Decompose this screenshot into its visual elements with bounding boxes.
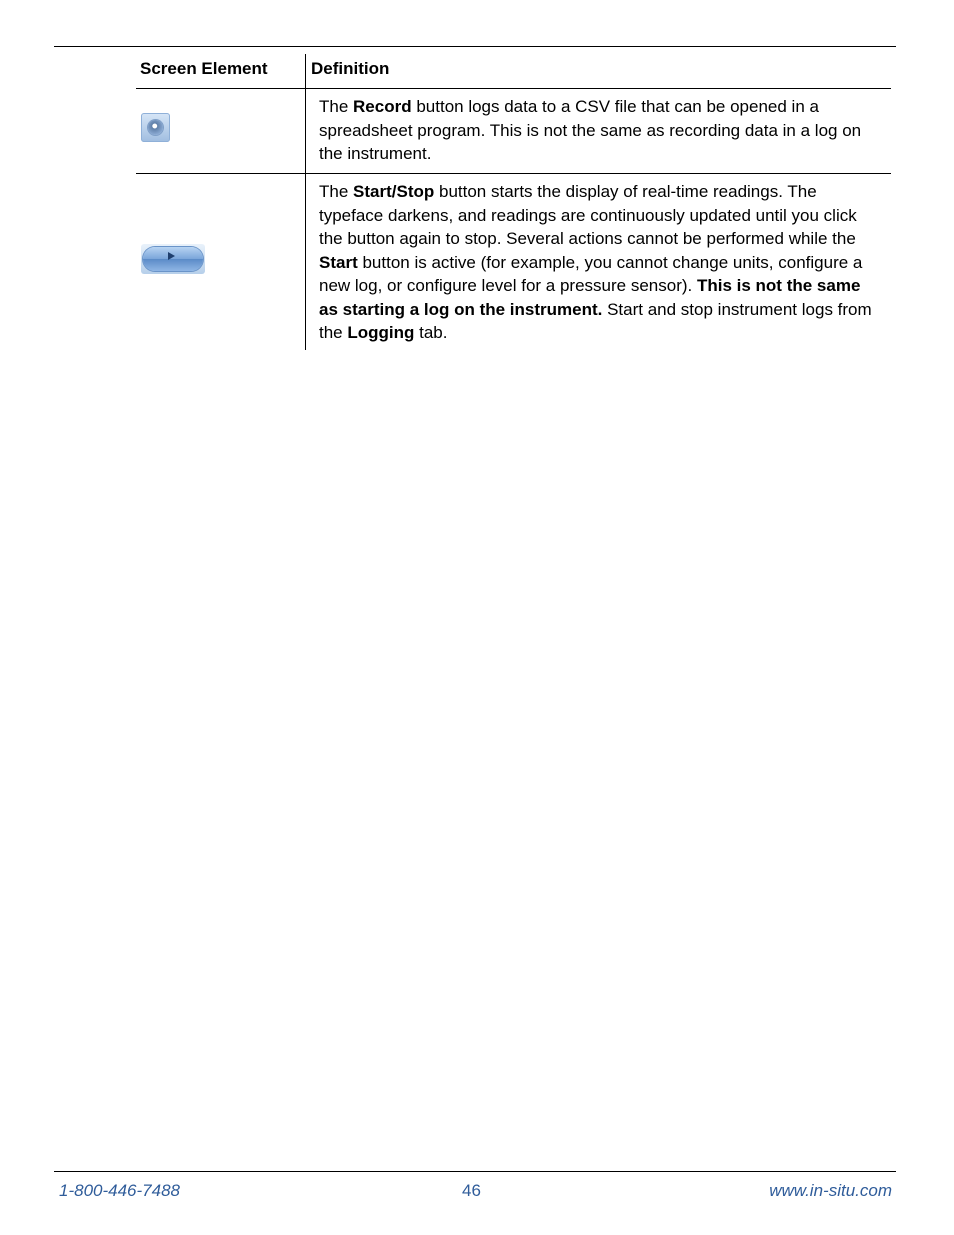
start-stop-icon <box>141 244 205 274</box>
bold-term: Start <box>319 252 358 272</box>
definition-text: The <box>319 182 354 201</box>
bold-term: Record <box>353 97 412 116</box>
header-screen-element: Screen Element <box>140 59 268 78</box>
definition-text: Start and stop instrument logs from the <box>319 299 872 342</box>
bold-term: This is not the same as starting a log on the instrument. <box>319 276 861 319</box>
footer-website[interactable]: www.in-situ.com <box>769 1181 892 1200</box>
footer-phone[interactable]: 1-800-446-7488 <box>59 1181 180 1200</box>
definition-table <box>136 54 891 351</box>
play-triangle-icon <box>168 252 175 260</box>
definition-cell <box>319 180 879 345</box>
table-row <box>136 174 891 351</box>
definition-text: button logs data to a CSV file that can be opened in a spreadsheet program. This is not the same as recording data in a log on the instrument. <box>319 97 862 163</box>
header-rule <box>54 46 896 47</box>
definition-cell <box>319 95 879 166</box>
table-header <box>136 54 891 89</box>
table-row <box>136 89 891 174</box>
definition-text: The <box>319 97 354 116</box>
record-icon <box>141 113 170 142</box>
definition-text: button is active (for example, you cannot change units, configure a new log, or configure level for a pressure sensor). <box>319 252 863 295</box>
record-dot <box>148 120 163 135</box>
bold-term: Start/Stop <box>353 182 435 201</box>
footer-rule <box>54 1171 896 1172</box>
definition-text: tab. <box>414 323 448 342</box>
definition-text: button starts the display of real-time readings. The typeface darkens, and readings are continuously updated until you click the button again to stop. Several actions cannot be performed while the <box>319 182 857 248</box>
header-definition: Definition <box>311 59 390 78</box>
bold-term: Logging <box>347 323 415 342</box>
page-number: 46 <box>462 1181 481 1200</box>
